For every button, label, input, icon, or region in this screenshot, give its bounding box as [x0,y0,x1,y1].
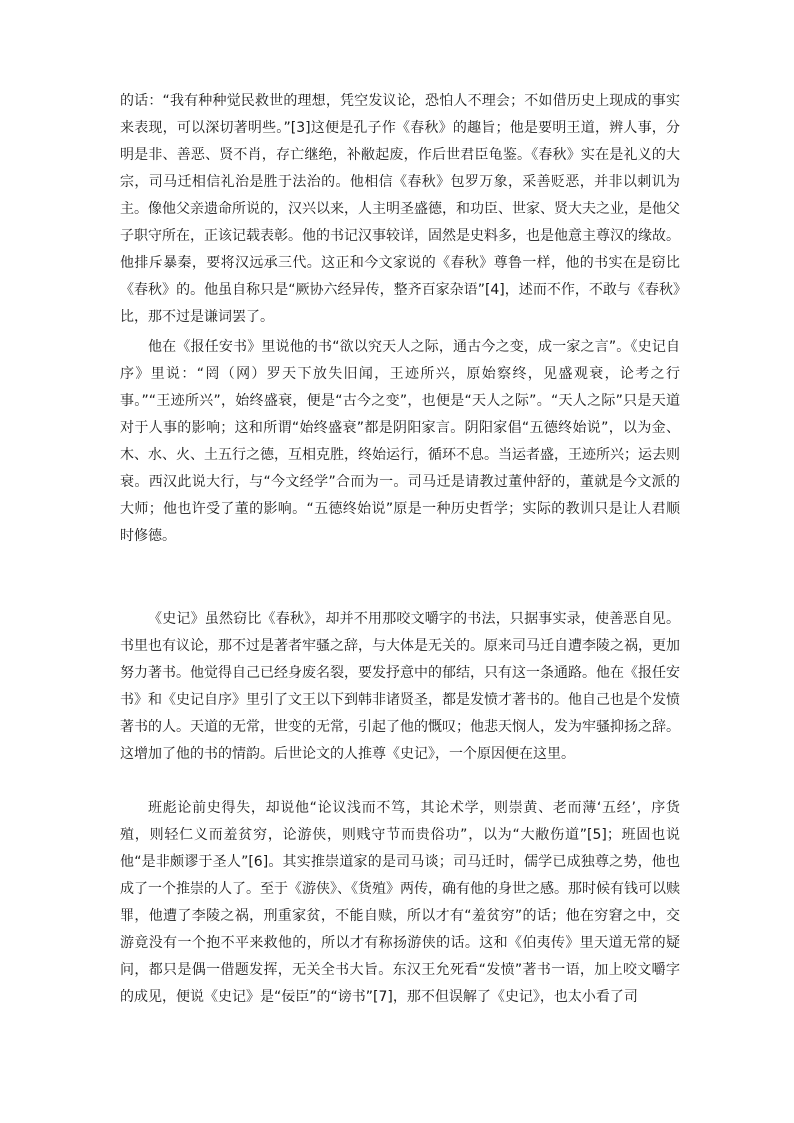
paragraph-4: 班彪论前史得失，却说他“论议浅而不笃，其论术学，则崇黄、老而薄‘五经’，序货殖，则轻仁义而羞贫穷，论游侠，则贱守节而贵俗功”，以为“大敝伤道”[5]；班固也说他“是非颇谬于圣人”[6]。其实推崇道家的是司马谈；司马迁时，儒学已成独尊之势，他也成了一个推崇的人了。至于《游侠》、《货殖》两传，确有他的身世之感。那时候有钱可以赎罪，他遭了李陵之祸，刑重家贫，不能自赎，所以才有“羞贫穷”的话；他在穷窘之中，交游竟没有一个抱不平来救他的，所以才有称扬游侠的话。这和《伯夷传》里天道无常的疑问，都只是偶一借题发挥，无关全书大旨。东汉王允死看“发愤”著书一语，加上咬文嚼字的成见，便说《史记》是“佞臣”的“谤书”[7]，那不但误解了《史记》，也太小看了司 [120,800,680,1005]
paragraph-3: 《史记》虽然窃比《春秋》，却并不用那咬文嚼字的书法，只据事实录，使善恶自见。书里也有议论，那不过是著者牢骚之辞，与大体是无关的。原来司马迁自遭李陵之祸，更加努力著书。他觉得自己已经身废名裂，要发抒意中的郁结，只有这一条通路。他在《报任安书》和《史记自序》里引了文王以下到韩非诸贤圣，都是发愤才著书的。他自己也是个发愤著书的人。天道的无常，世变的无常，引起了他的慨叹；他悲天悯人，发为牢骚抑扬之辞。这增加了他的书的情韵。后世论文的人推尊《史记》，一个原因便在这里。 [120,611,680,762]
paragraph-2: 他在《报任安书》里说他的书“欲以究天人之际，通古今之变，成一家之言”。《史记自序》里说：“罔（网）罗天下放失旧闻，王迹所兴，原始察终，见盛观衰，论考之行事。”“王迹所兴”，始终盛衰，便是“古今之变”，也便是“天人之际”。“天人之际”只是天道对于人事的影响；这和所谓“始终盛衰”都是阴阳家言。阴阳家倡“五德终始说”，以为金、木、水、火、土五行之德，互相克胜，终始运行，循环不息。当运者盛，王迹所兴；运去则衰。西汉此说大行，与“今文经学”合而为一。司马迁是请教过董仲舒的，董就是今文派的大师；他也许受了董的影响。“五德终始说”原是一种历史哲学；实际的教训只是让人君顺时修德。 [120,339,680,544]
paragraph-1: 的话：“我有种种觉民救世的理想，凭空发议论，恐怕人不理会；不如借历史上现成的事实来表现，可以深切著明些。”[3]这便是孔子作《春秋》的趣旨；他是要明王道，辨人事，分明是非、善恶、贤不肖，存亡继绝，补敝起废，作后世君臣龟鉴。《春秋》实在是礼义的大宗，司马迁相信礼治是胜于法治的。他相信《春秋》包罗万象，采善贬恶，并非以刺讥为主。像他父亲遗命所说的，汉兴以来，人主明圣盛德，和功臣、世家、贤大夫之业，是他父子职守所在，正该记载表彰。他的书记汉事较详，固然是史料多，也是他意主尊汉的缘故。他排斥暴秦，要将汉远承三代。这正和今文家说的《春秋》尊鲁一样，他的书实在是窃比《春秋》的。他虽自称只是“厥协六经异传，整齐百家杂语”[4]，述而不作，不敢与《春秋》比，那不过是谦词罢了。 [120,93,680,325]
